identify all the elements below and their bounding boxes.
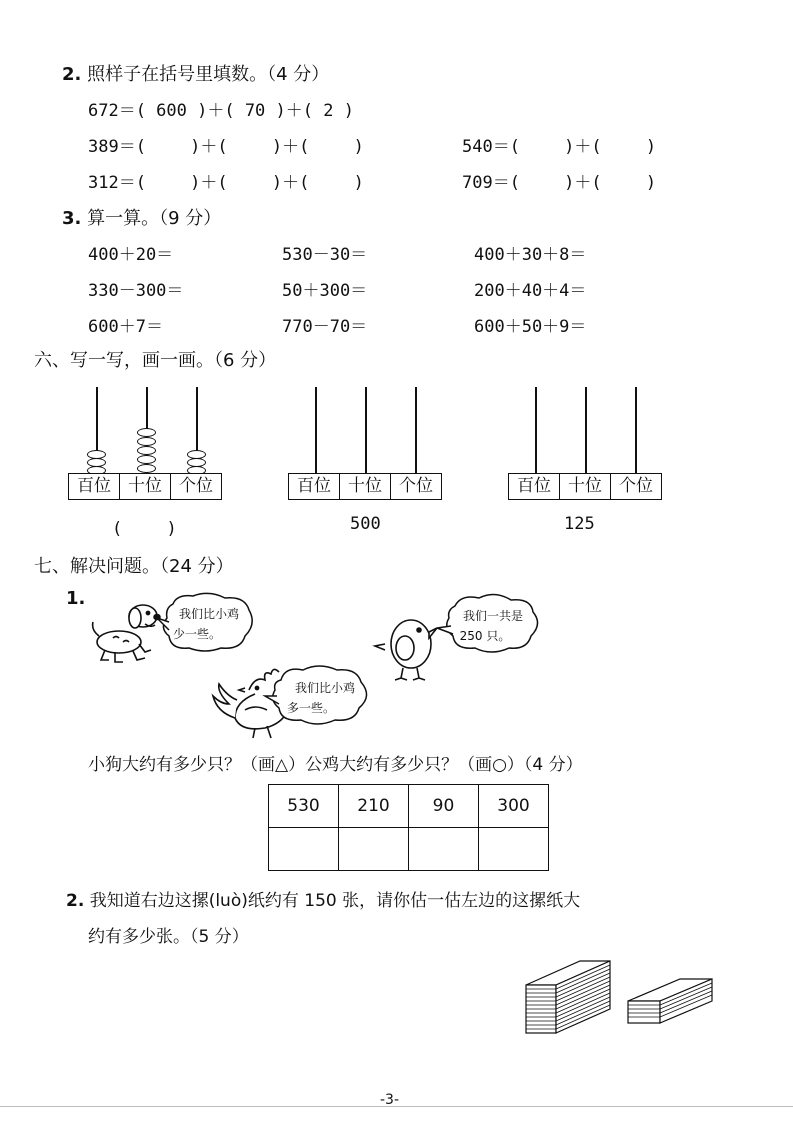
calc-item: 530－30＝ xyxy=(282,245,368,265)
q3-heading: 3. 算一算。（9 分） xyxy=(62,208,222,229)
calc-item: 200＋40＋4＝ xyxy=(474,281,587,301)
answer-cell[interactable] xyxy=(409,828,479,871)
animals-illustration xyxy=(85,592,565,742)
place-value-label: 百位 十位 个位 xyxy=(288,473,442,500)
abacus-bead xyxy=(137,428,156,437)
dog-bubble-line-1: 我们比小鸡 xyxy=(178,607,240,621)
place-value-label: 百位 十位 个位 xyxy=(68,473,222,500)
s7-q1-question: 小狗大约有多少只？（画△）公鸡大约有多少只？（画○）（4 分） xyxy=(88,755,583,775)
section-6-heading: 六、写一写，画一画。（6 分） xyxy=(34,350,277,371)
place-value-label: 百位 十位 个位 xyxy=(508,473,662,500)
page-number: -3- xyxy=(380,1092,400,1108)
q2-example: 672＝( 600 )＋( 70 )＋( 2 ) xyxy=(88,101,354,121)
option-cell: 90 xyxy=(409,785,479,828)
calc-item: 600＋7＝ xyxy=(88,317,163,337)
chick-bubble-line-1: 我们一共是 xyxy=(462,609,524,623)
q2-row-389: 389＝( )＋( )＋( ) xyxy=(88,137,364,157)
calc-item: 770－70＝ xyxy=(282,317,368,337)
q2-row-540: 540＝( )＋( ) xyxy=(462,137,657,157)
dog-icon xyxy=(93,605,160,662)
calc-item: 330－300＝ xyxy=(88,281,184,301)
abacus-bead xyxy=(137,446,156,455)
option-cell: 210 xyxy=(339,785,409,828)
abacus-bead xyxy=(137,455,156,464)
chick-bubble-line-2: 250 只。 xyxy=(459,629,511,643)
tall-paper-stack-icon xyxy=(526,961,610,1033)
answer-cell[interactable] xyxy=(269,828,339,871)
options-table xyxy=(268,784,549,871)
short-paper-stack-icon xyxy=(628,979,712,1023)
abacus-bead xyxy=(137,464,156,473)
q2-row-312: 312＝( )＋( )＋( ) xyxy=(88,173,364,193)
chick-speech-bubble xyxy=(437,594,538,652)
chick-icon xyxy=(375,620,437,680)
q2-row-709: 709＝( )＋( ) xyxy=(462,173,657,193)
abacus-2-answer: 500 xyxy=(350,514,381,534)
abacus-bead xyxy=(137,437,156,446)
q2-heading: 2. 照样子在括号里填数。（4 分） xyxy=(62,64,330,85)
paper-stacks-illustration xyxy=(520,955,720,1040)
dog-bubble-line-2: 少一些。 xyxy=(172,627,222,641)
rooster-bubble-line-2: 多一些。 xyxy=(286,701,336,715)
rooster-bubble-line-1: 我们比小鸡 xyxy=(294,681,356,695)
option-cell: 530 xyxy=(269,785,339,828)
s7-q2-line-1: 2. 我知道右边这摞(luò)纸约有 150 张，请你估一估左边的这摞纸大 xyxy=(66,891,581,911)
answer-cell[interactable] xyxy=(339,828,409,871)
calc-item: 600＋50＋9＝ xyxy=(474,317,587,337)
footer-divider xyxy=(0,1106,793,1107)
abacus-3-answer: 125 xyxy=(564,514,595,534)
option-cell: 300 xyxy=(479,785,549,828)
calc-item: 400＋30＋8＝ xyxy=(474,245,587,265)
dog-speech-bubble xyxy=(157,593,252,651)
calc-item: 400＋20＝ xyxy=(88,245,174,265)
calc-item: 50＋300＝ xyxy=(282,281,368,301)
s7-q1-number: 1. xyxy=(66,588,86,609)
abacus-1-answer: ( ) xyxy=(112,519,177,539)
answer-cell[interactable] xyxy=(479,828,549,871)
section-7-heading: 七、解决问题。（24 分） xyxy=(34,556,234,577)
s7-q2-line-2: 约有多少张。（5 分） xyxy=(88,927,249,947)
